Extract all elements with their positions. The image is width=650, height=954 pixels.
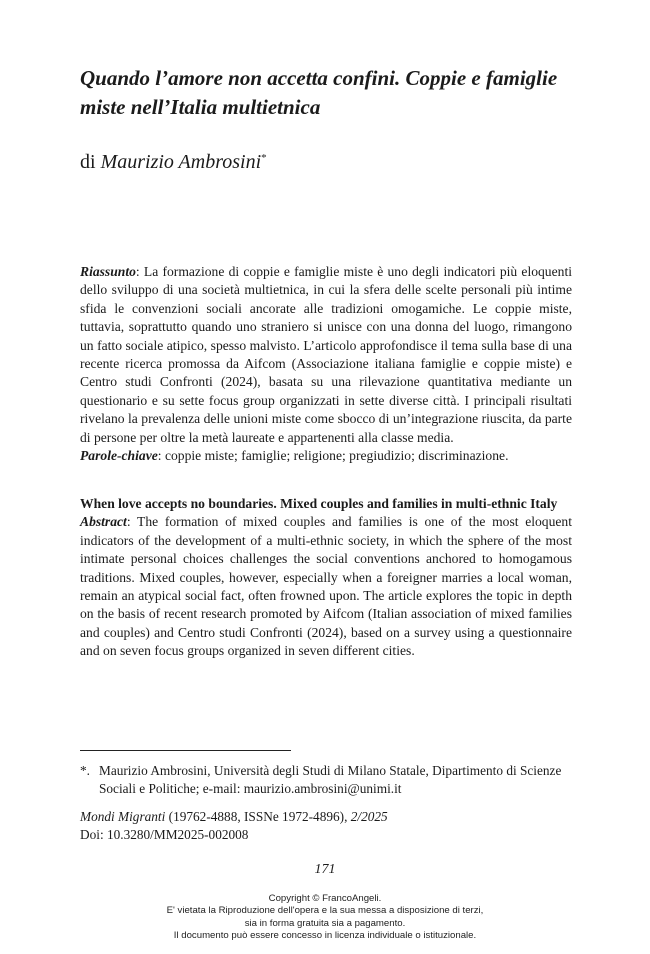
- keywords-label: Parole-chiave: [80, 448, 158, 464]
- abstract-italian-text: : La formazione di coppie e famiglie miste è uno degli indicatori più eloquenti dello sviluppo di una società multietnica, in cui la sfera delle scelte personali più intime sfida le convenzioni sociali ancorate alle tradizioni omogamiche. Le coppie miste, tuttavia, soprattutto quando uno straniero si unisce con una donna del luogo, rimangono un fatto sociale atipico, spesso malvisto. L’articolo approfondisce il tema sulla base di una recente ricerca promossa da Aifcom (Associazione italiana famiglie e coppie miste) e Centro studi Confronti (2024), basata su una rilevazione quantitativa mediante un questionario e su sette focus group organizzati in sette diverse città. I principali risultati rivelano la prevalenza delle unioni miste come sbocco di un’integrazione riuscita, da parte di persone per oltre la metà laureate e appartenenti alla classe media.: [80, 264, 572, 445]
- abstract-english-text: : The formation of mixed couples and families is one of the most eloquent indicators of the development of a multi-ethnic society, in which the sphere of the most intimate personal choices challenges the social conventions anchored to homogamous traditions. Mixed couples, however, especially when a foreigner marries a local woman, remain an atypical social fact, often frowned upon. The article explores the topic in depth on the basis of recent research promoted by Aifcom (Italian association of mixed families and couples) and Centro studi Confronti (2024), based on a survey using a questionnaire and on seven focus groups organized in seven different cities.: [80, 514, 572, 659]
- copyright-notice: [0, 893, 650, 942]
- keywords-line: [80, 447, 572, 465]
- footnote-divider: [80, 750, 291, 751]
- journal-info: [80, 808, 572, 843]
- journal-doi: Doi: 10.3280/MM2025-002008: [80, 826, 249, 842]
- author-line: [80, 146, 267, 174]
- english-title: When love accepts no boundaries. Mixed couples and families in multi-ethnic Italy: [80, 496, 558, 511]
- keywords-text: : coppie miste; famiglie; religione; pregiudizio; discriminazione.: [157, 448, 509, 464]
- copyright-line: Copyright © FrancoAngeli.: [268, 893, 382, 904]
- copyright-line: sia in forma gratuita sia a pagamento.: [244, 917, 406, 929]
- copyright-line: Il documento può essere concesso in licenza individuale o istituzionale.: [173, 929, 477, 941]
- article-title: Quando l’amore non accetta confini. Coppie e famiglie miste nell’Italia multietnica: [80, 66, 558, 119]
- journal-issn: (19762-4888, ISSNe 1972-4896),: [165, 809, 351, 824]
- journal-name: Mondi Migranti: [80, 809, 166, 824]
- abstract-english-label: Abstract: [80, 514, 127, 530]
- copyright-line: E' vietata la Riproduzione dell'opera e la sua messa a disposizione di terzi,: [166, 905, 484, 917]
- footnote-text: Maurizio Ambrosini, Università degli Studi di Milano Statale, Dipartimento di Scienze Sociali e Politiche; e-mail: maurizio.ambrosini@unimi.it: [99, 763, 562, 796]
- author-prefix: di: [80, 151, 96, 173]
- journal-issue: 2/2025: [350, 809, 388, 824]
- footnote-marker: *.: [80, 763, 90, 778]
- author-name: Maurizio Ambrosini: [100, 151, 262, 173]
- page-number: 171: [314, 862, 336, 877]
- abstract-english: [80, 495, 572, 661]
- abstract-italian-label: Riassunto: [80, 264, 136, 279]
- abstract-italian: [80, 263, 572, 465]
- footnote: [80, 762, 591, 797]
- author-footnote-marker: *: [261, 152, 267, 164]
